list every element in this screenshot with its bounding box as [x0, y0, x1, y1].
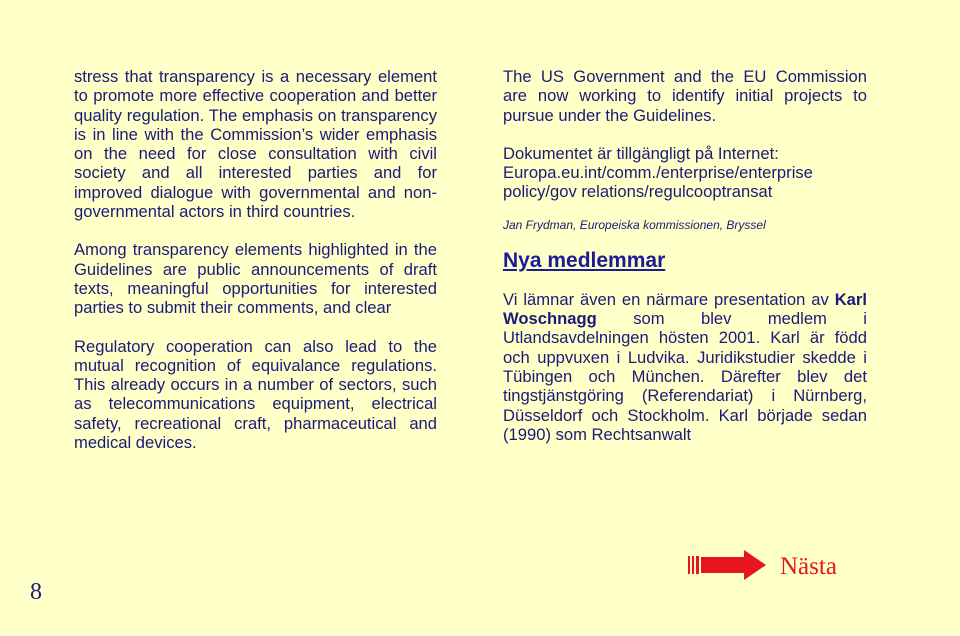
left-paragraph-2: Among transparency elements highlighted in the Guidelines are public announcements of draft texts, meaningful opportunities for interested parties to submit their comments, and clear — [74, 240, 437, 318]
left-paragraph-1: stress that transparency is a necessary element to promote more effective cooperation and better quality regulation. The emphasis on transparency is in line with the Commission’s wider emphasis on the need for close consultation with civil society and all interested parties and for improved dialogue with governmental and non-governmental actors in third countries. — [74, 67, 437, 222]
members-rest: som blev medlem i Utlandsavdelningen hösten 2001. Karl är född och uppvuxen i Ludvika. Juridikstudier skedde i Tübingen och München. Därefter blev det tingstjänstgöring (Referendariat) i Nürnberg, Düsseldorf och Stockholm. Karl började sedan (1990) som Rechtsanwalt — [503, 309, 867, 444]
url-line-2: policy/gov relations/regulcooptransat — [503, 182, 773, 202]
left-paragraph-3: Regulatory cooperation can also lead to the mutual recognition of equivalance regulations. This already occurs in a number of sectors, such as telecommunications equipment, electrical safety, recreational craft, pharmaceutical and medical devices. — [74, 336, 437, 453]
next-button[interactable] — [688, 545, 858, 589]
members-intro: Vi lämnar även en närmare presentation av — [503, 289, 829, 309]
page-number: 8 — [30, 579, 42, 605]
left-column — [74, 67, 437, 452]
internet-line: Dokumentet är tillgängligt på Internet: — [503, 143, 779, 163]
right-paragraph-1: The US Government and the EU Commission are now working to identify initial projects to pursue under the Guidelines. — [503, 67, 867, 125]
right-arrow-icon — [688, 550, 768, 585]
right-column — [503, 67, 867, 444]
section-heading: Nya medlemmar — [503, 248, 666, 272]
next-label[interactable]: Nästa — [780, 553, 837, 580]
member-name: Karl Woschnagg — [503, 289, 867, 329]
url-line-1: Europa.eu.int/comm./enterprise/enterprise — [503, 163, 813, 183]
members-paragraph — [503, 290, 867, 444]
internet-availability — [503, 144, 867, 202]
author-credit: Jan Frydman, Europeiska kommissionen, Bryssel — [503, 217, 766, 232]
